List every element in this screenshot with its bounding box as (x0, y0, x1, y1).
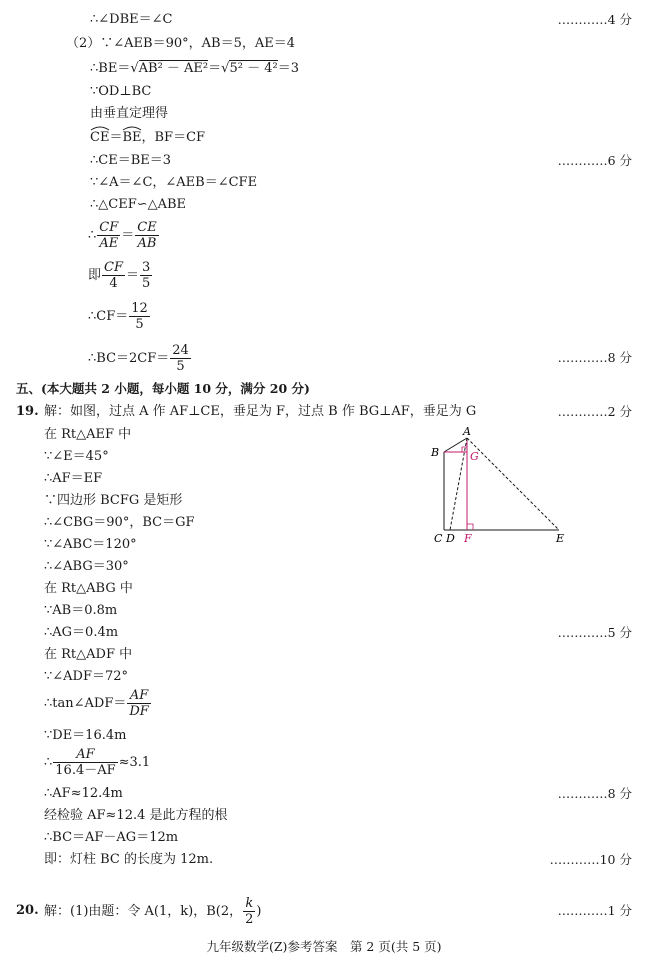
right-angle-F (467, 524, 473, 530)
score-marker: …………6 分 (557, 153, 632, 168)
text-part: ，BF＝CF (141, 130, 206, 145)
question-number: 19. (16, 404, 39, 419)
fraction: $\frac{AF}{16.4-AF}$ (55, 747, 116, 778)
step-line: ∴∠ABG＝30° (44, 559, 129, 574)
step-line: 即：灯柱 BC 的长度为 12m. (44, 852, 214, 867)
step-line: ∴∠DBE＝∠C (90, 12, 173, 27)
segment-AE (467, 438, 559, 530)
label-B: B (431, 446, 440, 459)
step-line: ∴△CEF∽△ABE (90, 197, 187, 212)
step-line: （2）∵∠AEB＝90°，AB＝5，AE＝4 (66, 36, 295, 51)
text-part: 解：(1)由题：令 A(1，k)，B(2， (44, 904, 243, 919)
score-marker: …………4 分 (557, 12, 632, 27)
sqrt-content: 5² － 4² (229, 61, 278, 76)
arc-mark (122, 125, 142, 131)
step-line: ∵∠ADF＝72° (44, 669, 129, 684)
text-part: ∴ (44, 755, 53, 770)
score-marker: …………8 分 (557, 350, 632, 365)
score-marker: …………2 分 (557, 404, 632, 419)
label-D: D (446, 532, 455, 545)
step-line: ∴AF＝EF (44, 471, 103, 486)
text-part: ∴tan∠ADF＝ (44, 696, 127, 711)
fraction: $\frac{24}{5}$ (172, 343, 189, 374)
page-footer: 九年级数学(Z)参考答案 第 2 页(共 5 页) (206, 939, 442, 954)
label-F: F (464, 532, 472, 545)
step-line: 由垂直定理得 (90, 106, 169, 121)
step-line (88, 220, 160, 251)
segment-BA (444, 438, 467, 452)
text-part: ＝ (125, 268, 139, 283)
fraction: $\frac{k}{2}$ (245, 896, 254, 927)
text-part: ∴BE＝ (90, 61, 131, 76)
step-line (88, 301, 151, 332)
step-line: ∵AB＝0.8m (44, 603, 118, 618)
step-line: ∵四边形 BCFG 是矩形 (44, 493, 183, 508)
step-line: ∴BC＝AF－AG＝12m (44, 830, 179, 845)
step-line: ∴AF≈12.4m (44, 786, 123, 801)
step-line (88, 260, 153, 291)
step-line: 经检验 AF≈12.4 是此方程的根 (44, 808, 228, 823)
text-part: ＝ (109, 130, 123, 145)
text-part: ∴ (88, 228, 97, 243)
fraction: $\frac{CE}{AB}$ (137, 220, 157, 251)
score-marker: …………8 分 (557, 786, 632, 801)
score-marker: …………5 分 (557, 625, 632, 640)
score-marker: …………1 分 (557, 903, 632, 918)
step-line (44, 688, 152, 719)
text-part: 即 (88, 268, 102, 283)
text-part: ＝3 (277, 61, 299, 76)
score-marker: …………10 分 (549, 852, 632, 867)
fraction: $\frac{12}{5}$ (131, 301, 148, 332)
step-line: 在 Rt△ABG 中 (44, 581, 133, 596)
text-part: ∴BC＝2CF＝ (88, 351, 170, 366)
arc-label: CE (90, 130, 109, 146)
step-line: ∵∠ABC＝120° (44, 537, 137, 552)
label-E: E (556, 532, 565, 545)
step-line: ∵OD⊥BC (90, 84, 152, 99)
text-part: ＝ (121, 228, 135, 243)
fraction: $\frac{3}{5}$ (142, 260, 151, 291)
step-line (90, 61, 299, 77)
text-part: ) (256, 904, 262, 919)
step-line: ∴AG＝0.4m (44, 625, 119, 640)
arc-label: BE (122, 130, 141, 146)
fraction: $\frac{AF}{DF}$ (129, 688, 149, 719)
label-G: G (470, 450, 479, 463)
fraction: $\frac{CF}{AE}$ (99, 220, 119, 251)
geometry-figure (428, 424, 578, 548)
step-line (44, 896, 261, 927)
text-part: ∴CF＝ (88, 309, 129, 324)
sqrt-symbol: √ (130, 61, 139, 76)
text-part: ≈3.1 (118, 755, 151, 770)
step-line: ∴CE＝BE＝3 (90, 153, 172, 168)
step-line (88, 343, 192, 374)
step-line (90, 130, 205, 146)
question-number: 20. (16, 903, 39, 918)
section-heading: 五、(本大题共 2 小题，每小题 10 分，满分 20 分) (16, 381, 310, 396)
text-part: ＝ (208, 61, 222, 76)
sqrt-content: AB² － AE² (138, 61, 209, 76)
step-line: ∵DE＝16.4m (44, 728, 127, 743)
step-line: 解：如图，过点 A 作 AF⊥CE，垂足为 F，过点 B 作 BG⊥AF，垂足为 G (44, 404, 477, 419)
fraction: $\frac{CF}{4}$ (104, 260, 123, 291)
step-line: 在 Rt△ADF 中 (44, 647, 133, 662)
step-line: ∴∠CBG＝90°，BC＝GF (44, 515, 195, 530)
step-line: 在 Rt△AEF 中 (44, 427, 132, 442)
step-line (44, 747, 150, 778)
step-line: ∵∠A＝∠C，∠AEB＝∠CFE (90, 175, 258, 190)
step-line: ∵∠E＝45° (44, 449, 109, 464)
arc-mark (90, 125, 110, 131)
sqrt-symbol: √ (221, 61, 230, 76)
label-C: C (434, 532, 443, 545)
label-A: A (463, 425, 471, 438)
